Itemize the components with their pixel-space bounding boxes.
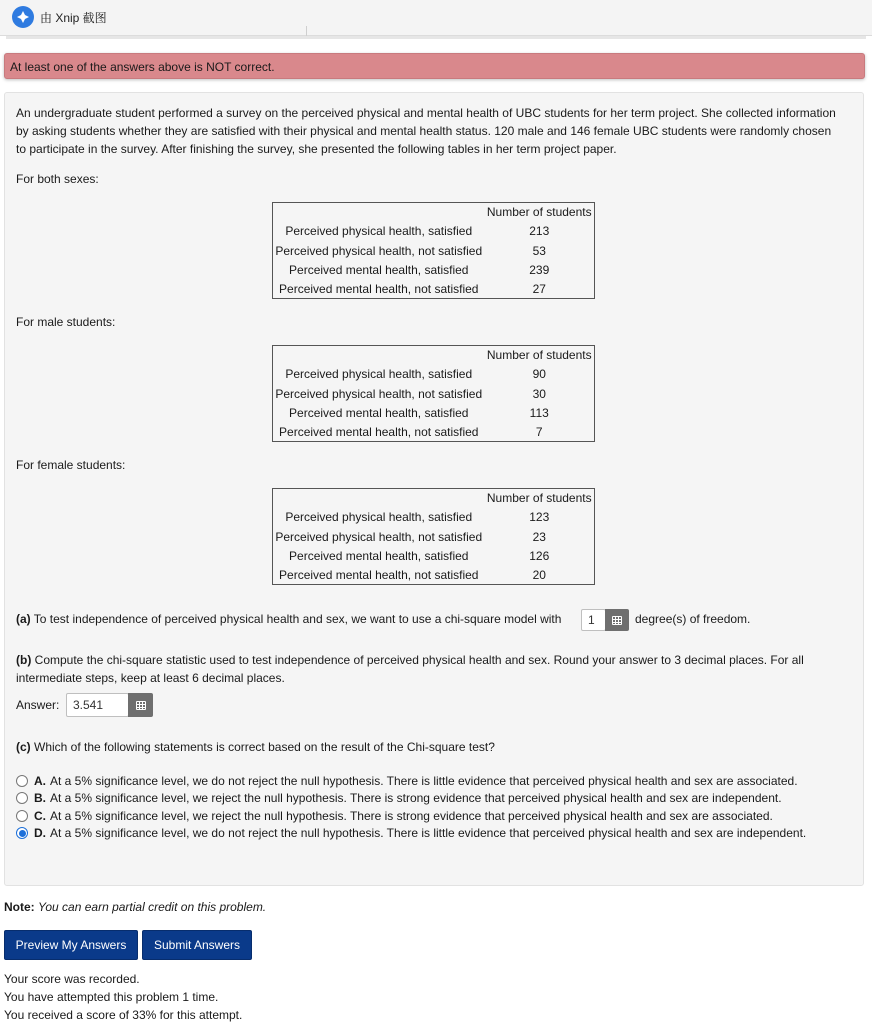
table-row: [273, 508, 595, 527]
part-b-text: Compute the chi-square statistic used to test independence of perceived physical health and sex. Round your answer to 3 decimal places. For all intermediate steps, keep at least 6 decimal places.: [16, 653, 804, 685]
row-value: 23: [532, 529, 546, 544]
xnip-label: 由 Xnip 截图: [40, 10, 107, 25]
error-alert: [4, 53, 865, 79]
row-label: Perceived mental health, not satisfied: [279, 282, 479, 297]
table-row: [273, 260, 595, 279]
df-input[interactable]: 1: [581, 609, 606, 631]
radio-b[interactable]: [16, 792, 28, 804]
answer-label: Answer:: [16, 698, 60, 712]
part-c-question: [16, 738, 495, 756]
table-header-blank: [273, 489, 485, 508]
status-line: You have attempted this problem 1 time.: [4, 990, 219, 1004]
alert-text: At least one of the answers above is NOT correct.: [10, 60, 275, 74]
part-a-suffix: degree(s) of freedom.: [635, 612, 751, 626]
table-row: [273, 384, 595, 403]
row-value: 113: [529, 406, 549, 421]
row-value: 126: [529, 549, 550, 564]
table-label-both: For both sexes:: [16, 172, 99, 186]
row-label: Perceived mental health, not satisfied: [279, 425, 479, 440]
row-value: 90: [532, 367, 546, 382]
note-label: Note:: [4, 900, 35, 914]
chi-square-equation-button[interactable]: [128, 693, 153, 717]
row-value: 20: [532, 568, 546, 583]
table-row: [273, 280, 595, 299]
table-header-blank: [273, 346, 485, 365]
table-header: Number of students: [486, 348, 592, 363]
radio-d[interactable]: [16, 827, 28, 839]
xnip-badge[interactable]: [12, 6, 107, 28]
table-male: [272, 345, 595, 442]
option-key: B.: [34, 791, 46, 805]
row-label: Perceived mental health, satisfied: [289, 406, 469, 421]
row-value: 213: [529, 224, 550, 239]
part-b-question: [16, 651, 836, 687]
status-line: You received a score of 33% for this attempt.: [4, 1008, 243, 1022]
row-value: 239: [529, 263, 550, 278]
part-c-tag: (c): [16, 740, 31, 754]
row-label: Perceived physical health, satisfied: [285, 367, 473, 382]
table-label-male: For male students:: [16, 315, 116, 329]
option-d[interactable]: [16, 826, 806, 840]
table-female: [272, 488, 595, 585]
preview-answers-button[interactable]: Preview My Answers: [4, 930, 138, 960]
grid-icon: [612, 616, 622, 625]
option-key: D.: [34, 826, 46, 840]
table-both-sexes: [272, 202, 595, 299]
option-text: At a 5% significance level, we reject the null hypothesis. There is strong evidence that perceived physical health and sex are independent.: [50, 791, 782, 805]
part-a-question: [16, 610, 561, 628]
option-b[interactable]: [16, 791, 782, 805]
row-label: Perceived physical health, not satisfied: [275, 529, 483, 544]
partial-credit-note: [4, 900, 266, 914]
option-c[interactable]: [16, 809, 773, 823]
row-label: Perceived mental health, satisfied: [289, 549, 469, 564]
submit-answers-button[interactable]: Submit Answers: [142, 930, 252, 960]
top-bar: [0, 0, 872, 36]
part-a-tag: (a): [16, 612, 31, 626]
df-equation-button[interactable]: [605, 609, 629, 631]
divider: [6, 36, 866, 39]
row-label: Perceived physical health, not satisfied: [275, 386, 483, 401]
row-label: Perceived physical health, not satisfied: [275, 243, 483, 258]
table-row: [273, 527, 595, 546]
table-row: [273, 423, 595, 442]
radio-a[interactable]: [16, 775, 28, 787]
part-c-text: Which of the following statements is correct based on the result of the Chi-square test?: [30, 740, 495, 754]
row-value: 7: [535, 425, 543, 440]
option-text: At a 5% significance level, we reject the null hypothesis. There is strong evidence that perceived physical health and sex are associated.: [50, 809, 773, 823]
table-header: Number of students: [486, 205, 592, 220]
part-a-text: To test independence of perceived physical health and sex, we want to use a chi-square model with: [30, 612, 562, 626]
problem-intro: An undergraduate student performed a survey on the perceived physical and mental health of UBC students for her term project. She collected information by asking students whether they are satisfied with their physical and mental health status. 120 male and 146 female UBC students were randomly chosen to participate in the survey. After finishing the survey, she presented the following tables in her term project paper.: [16, 106, 836, 156]
status-line: Your score was recorded.: [4, 972, 140, 986]
table-row: [273, 403, 595, 422]
row-label: Perceived mental health, not satisfied: [279, 568, 479, 583]
option-text: At a 5% significance level, we do not reject the null hypothesis. There is little evidence that perceived physical health and sex are independent.: [50, 826, 807, 840]
table-row: [273, 365, 595, 384]
option-a[interactable]: [16, 774, 798, 788]
part-b-tag: (b): [16, 653, 32, 667]
table-row: [273, 222, 595, 241]
radio-c[interactable]: [16, 810, 28, 822]
table-row: [273, 546, 595, 565]
note-text: You can earn partial credit on this problem.: [38, 900, 267, 914]
row-value: 123: [529, 510, 550, 525]
chi-square-input[interactable]: 3.541: [66, 693, 129, 717]
xnip-logo-icon: [12, 6, 34, 28]
table-row: [273, 566, 595, 585]
option-text: At a 5% significance level, we do not reject the null hypothesis. There is little evidence that perceived physical health and sex are associated.: [50, 774, 798, 788]
option-key: A.: [34, 774, 46, 788]
problem-panel: [4, 92, 864, 886]
grid-icon: [136, 701, 146, 710]
table-label-female: For female students:: [16, 458, 126, 472]
row-value: 27: [532, 282, 546, 297]
table-header: Number of students: [486, 491, 592, 506]
row-label: Perceived mental health, satisfied: [289, 263, 469, 278]
table-row: [273, 241, 595, 260]
row-value: 30: [532, 386, 546, 401]
option-key: C.: [34, 809, 46, 823]
table-header-blank: [273, 203, 485, 222]
row-label: Perceived physical health, satisfied: [285, 510, 473, 525]
row-value: 53: [532, 243, 546, 258]
row-label: Perceived physical health, satisfied: [285, 224, 473, 239]
